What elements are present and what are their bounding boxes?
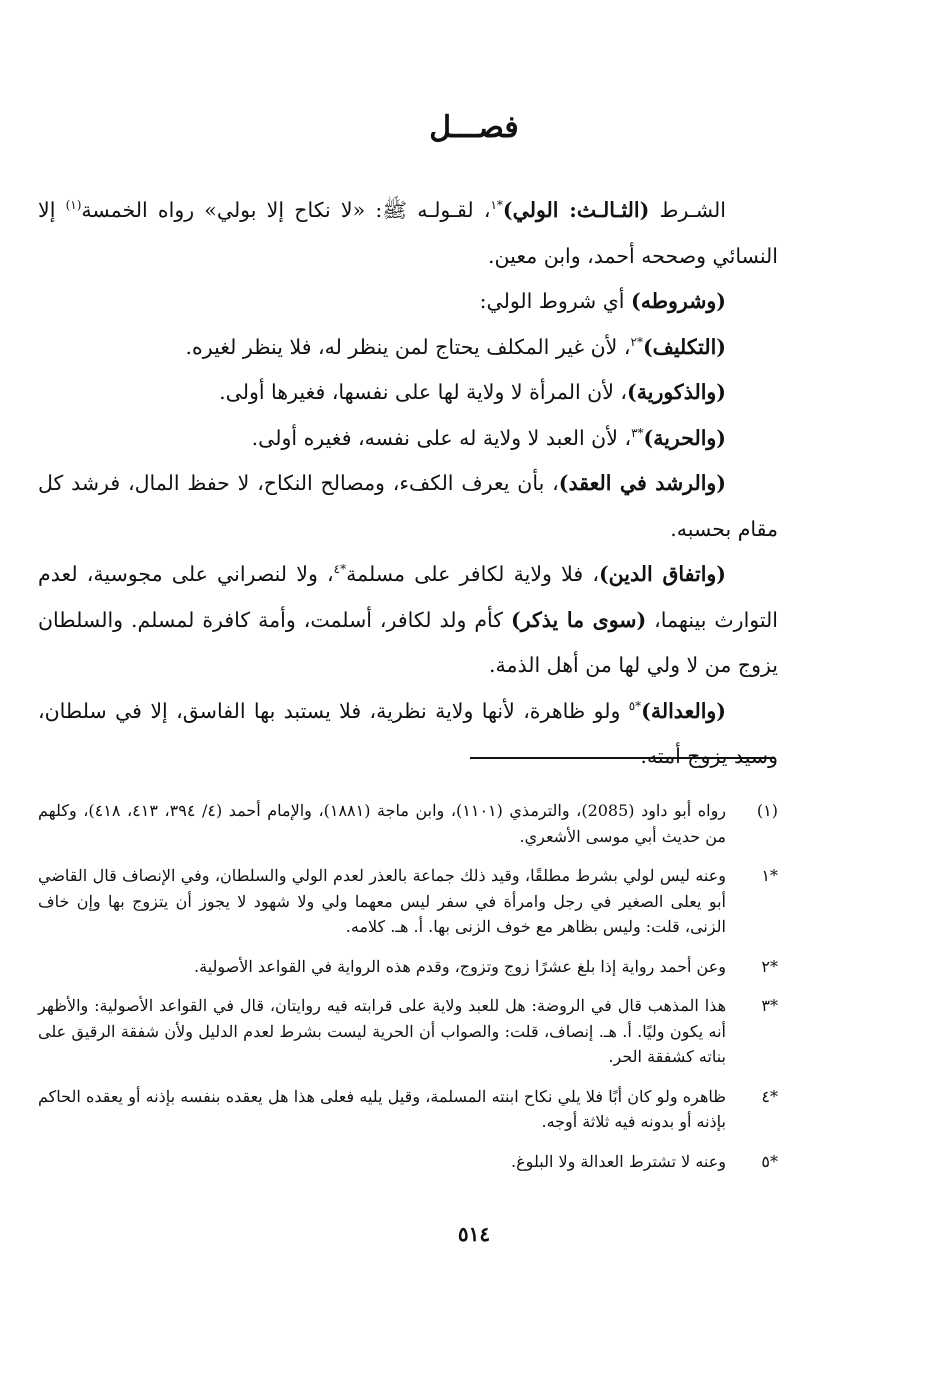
note-ref: *١ <box>490 198 503 213</box>
note-ref: *٣ <box>631 425 644 440</box>
note-ref: (١) <box>65 198 82 213</box>
paragraph-4 <box>38 370 778 416</box>
main-text <box>38 188 778 780</box>
footnote-mark: *٣ <box>761 996 778 1015</box>
paragraph-2 <box>38 279 778 325</box>
footnote-mark: *٢ <box>761 956 778 976</box>
footnote-text: هذا المذهب قال في الروضة: هل للعبد ولاية على قرابته فيه روايتان، قال في القواعد الأصولية: والأظهر أنه يكون وليًا. أ. هـ. إنصاف، قلت: والصواب أن الحرية ليست بشرط لعدم الدليل ولأن شفقة الرقيق على بناته كشفقة الحر. <box>38 996 726 1066</box>
text-span: ، فلا ولاية لكافر على مسلمة <box>346 562 599 586</box>
footnote <box>38 993 778 1070</box>
footnote-mark: *٥ <box>761 1151 778 1171</box>
text-span: الشـرط <box>649 198 726 222</box>
footnote-text: وعن أحمد رواية إذا بلغ عشرًا زوج وتزوج، وقدم هذه الرواية في القواعد الأصولية. <box>194 956 726 976</box>
text-span: ولو ظاهرة، لأنها ولاية نظرية، فلا يستبد بها الفاسق، إلا في سلطان، وسيد يزوج أمته. <box>38 698 778 768</box>
note-ref: *٢ <box>630 334 643 349</box>
bold-term: (والعدالة) <box>641 698 726 723</box>
footnote-text: وعنه ليس لولي بشرط مطلقًا، وقيد ذلك جماعة بالعذر لعدم الولي والسلطان، وفي الإنصاف قال القاضي أبو يعلى الصغير في رجل وامرأة في سفر ليس معهما ولي ولا شهود لا يجوز أن يتزوج بها وإن خاف الزنى، قلت: وليس بظاهر مع خوف الزنى بها. أ. هـ. كلامه. <box>38 866 727 936</box>
paragraph-8 <box>38 689 778 780</box>
section-heading: فصـــل <box>429 110 519 145</box>
footnote <box>38 1149 778 1175</box>
bold-term: (واتفاق الدين) <box>598 562 727 586</box>
footnote <box>38 954 778 980</box>
bold-term: (والذكورية) <box>627 380 726 404</box>
footnote <box>38 798 778 849</box>
text-span: كأم ولد لكافر، أسلمت، وأمة كافرة لمسلم. والسلطان يزوج من لا ولي لها من أهل الذمة. <box>38 607 778 677</box>
text-span: أي شروط الولي: <box>479 289 631 313</box>
bold-term: (والرشد في العقد) <box>558 471 726 495</box>
paragraph-7 <box>38 552 778 689</box>
footnote <box>38 1084 778 1135</box>
note-ref: *٥ <box>628 698 642 713</box>
footnote-mark: *٤ <box>761 1086 778 1106</box>
paragraph-3 <box>38 325 778 371</box>
bold-term: (والحرية) <box>643 425 726 450</box>
paragraph-5 <box>38 416 778 462</box>
text-span: ، لأن العبد لا ولاية له على نفسه، فغيره أولى. <box>251 425 632 450</box>
page-number: ٥١٤ <box>457 1222 491 1246</box>
text-span: ، لأن غير المكلف يحتاج لمن ينظر له، فلا ينظر لغيره. <box>185 334 631 359</box>
footnote-mark: *١ <box>761 866 778 885</box>
text-span: ، لأن المرأة لا ولاية لها على نفسها، فغيرها أولى. <box>219 380 628 404</box>
footnote-divider <box>470 757 775 759</box>
bold-term: (الثـالـث: الولي) <box>502 198 650 222</box>
bold-term: (سوى ما يذكر) <box>511 607 647 632</box>
bold-term: (وشروطه) <box>631 289 726 313</box>
bold-term: (التكليف) <box>642 334 726 359</box>
footnote <box>38 863 778 940</box>
footnote-mark: (١) <box>756 801 778 820</box>
footnotes <box>38 798 778 1188</box>
footnote-text: رواه أبو داود (2085)، والترمذي (١١٠١)، وابن ماجة (١٨٨١)، والإمام أحمد (٤/ ٣٩٤، ٤١٣، ٤١٨)، وكلهم من حديث أبي موسى الأشعري. <box>38 801 727 846</box>
paragraph-6 <box>38 461 778 552</box>
paragraph-1 <box>38 188 778 279</box>
text-span: ، ولا لنصراني على مجوسية، لعدم التوارث بينهما، <box>38 562 778 632</box>
text-span: ، بأن يعرف الكفء، ومصالح النكاح، لا حفظ المال، فرشد كل مقام بحسبه. <box>38 471 778 541</box>
note-ref: *٤ <box>333 562 347 577</box>
text-span: إلا النسائي وصححه أحمد، وابن معين. <box>38 198 778 268</box>
footnote-text: ظاهره ولو كان أبًا فلا يلي نكاح ابنته المسلمة، وقيل يليه فعلى هذا هل يعقده بنفسه بإذنه أو يعقده الحاكم بإذنه أو بدونه فيه ثلاثة أوجه. <box>38 1086 727 1131</box>
text-span: ، لقـولـه ﷺ: «لا نكاح إلا بولي» رواه الخمسة <box>81 198 491 222</box>
footnote-text: وعنه لا تشترط العدالة ولا البلوغ. <box>511 1151 726 1171</box>
